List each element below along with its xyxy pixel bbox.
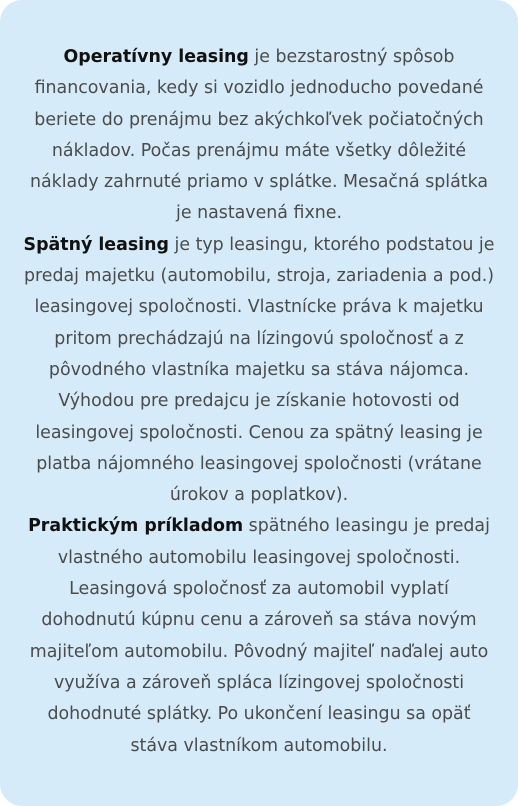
operating-leasing-description: je bezstarostný spôsob financovania, kedy si vozidlo jednoducho povedané beriete do prenájmu bez akýchkoľvek počiatočných nákladov. Počas prenájmu máte všetky dôležité náklady zahrnuté priamo v splátke. Mesačná splátka je nastavená fixne.: [29, 47, 489, 224]
practical-example-description: spätného leasingu je predaj vlastného automobilu leasingovej spoločnosti. Leasingová spoločnosť za automobil vyplatí dohodnutú kúpnu cenu a zároveň sa stáva novým majiteľom automobilu. Pôvodný majiteľ naďalej auto využíva a zároveň spláca lízingovej spoločnosti dohodnuté splátky. Po ukončení leasingu sa opäť stáva vlastníkom automobilu.: [29, 516, 490, 756]
leasing-description: [22, 42, 496, 762]
leaseback-term: Spätný leasing: [23, 234, 169, 255]
operating-leasing-term: Operatívny leasing: [63, 47, 249, 67]
leaseback-description: je typ leasingu, ktorého podstatou je predaj majetku (automobilu, stroja, zariadenia a pod.) leasingovej spoločnosti. Vlastnícke práva k majetku pritom prechádzajú na lízingovú spoločnosť a z pôvodného vlastníka majetku sa stáva nájomca. Výhodou pre predajcu je získanie hotovosti od leasingovej spoločnosti. Cenou za spätný leasing je platba nájomného leasingovej spoločnosti (vrátane úrokov a poplatkov).: [23, 234, 495, 506]
practical-example-term: Praktickým príkladom: [28, 516, 244, 537]
